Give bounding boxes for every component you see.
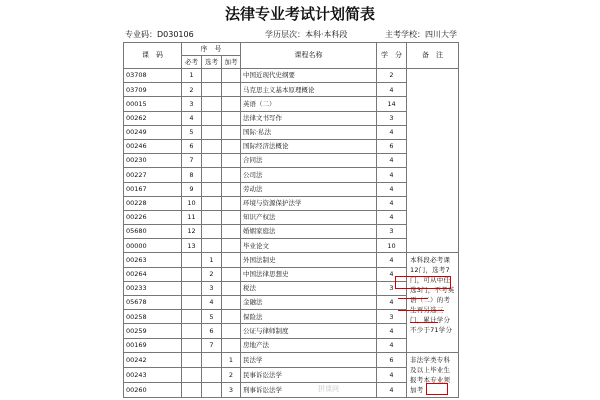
elective-seq bbox=[202, 352, 222, 367]
course-code: 05678 bbox=[124, 296, 182, 310]
course-credit: 4 bbox=[377, 168, 407, 182]
course-code: 00242 bbox=[124, 352, 182, 367]
course-credit: 4 bbox=[377, 338, 407, 352]
course-name: 房地产法 bbox=[241, 338, 377, 352]
additional-seq bbox=[222, 267, 241, 281]
examining-school: 主考学校：四川大学 bbox=[385, 30, 457, 39]
additional-seq bbox=[222, 338, 241, 352]
course-name: 中国近现代史纲要 bbox=[241, 69, 377, 83]
required-seq bbox=[182, 253, 202, 267]
course-credit: 6 bbox=[377, 139, 407, 153]
required-seq bbox=[182, 267, 202, 281]
course-code: 03708 bbox=[124, 69, 182, 83]
elective-seq: 6 bbox=[202, 324, 222, 338]
note-elective-rules: 本科段必考课12门，选考7门，可从中任选3门，不考英语（二）的考生再另选三门，累计学分不少于71学分 bbox=[407, 253, 459, 352]
watermark-text: 拼课网 bbox=[318, 385, 339, 393]
required-seq bbox=[182, 310, 202, 324]
course-credit: 4 bbox=[377, 154, 407, 168]
additional-seq bbox=[222, 83, 241, 97]
course-code: 00259 bbox=[124, 324, 182, 338]
header-row-1 bbox=[124, 43, 459, 56]
elective-seq bbox=[202, 382, 222, 397]
additional-seq bbox=[222, 168, 241, 182]
course-credit: 4 bbox=[377, 367, 407, 382]
additional-seq bbox=[222, 296, 241, 310]
required-seq: 8 bbox=[182, 168, 202, 182]
course-code: 00264 bbox=[124, 267, 182, 281]
course-credit: 4 bbox=[377, 382, 407, 397]
elective-seq bbox=[202, 239, 222, 253]
elective-seq: 2 bbox=[202, 267, 222, 281]
additional-seq bbox=[222, 182, 241, 196]
course-name: 公司法 bbox=[241, 168, 377, 182]
highlight-underline bbox=[398, 310, 444, 311]
required-seq: 2 bbox=[182, 83, 202, 97]
required-seq: 3 bbox=[182, 97, 202, 111]
course-name: 金融法 bbox=[241, 296, 377, 310]
course-credit: 4 bbox=[377, 253, 407, 267]
required-seq bbox=[182, 367, 202, 382]
elective-seq bbox=[202, 97, 222, 111]
course-name: 民事诉讼法学 bbox=[241, 367, 377, 382]
required-seq: 7 bbox=[182, 154, 202, 168]
required-seq bbox=[182, 296, 202, 310]
course-code: 00258 bbox=[124, 310, 182, 324]
elective-seq bbox=[202, 367, 222, 382]
additional-seq: 1 bbox=[222, 352, 241, 367]
course-code: 00226 bbox=[124, 210, 182, 224]
elective-seq: 4 bbox=[202, 296, 222, 310]
header-course-name: 课程名称 bbox=[241, 43, 377, 69]
highlight-box bbox=[395, 276, 451, 289]
course-name: 刑事诉讼法学 bbox=[241, 382, 377, 397]
course-credit: 3 bbox=[377, 281, 407, 295]
table-row bbox=[124, 253, 459, 267]
elective-seq bbox=[202, 125, 222, 139]
course-credit: 2 bbox=[377, 69, 407, 83]
course-credit: 14 bbox=[377, 97, 407, 111]
course-name: 马克思主义基本原理概论 bbox=[241, 83, 377, 97]
course-name: 民法学 bbox=[241, 352, 377, 367]
course-name: 合同法 bbox=[241, 154, 377, 168]
required-seq bbox=[182, 352, 202, 367]
course-credit: 3 bbox=[377, 310, 407, 324]
course-credit: 4 bbox=[377, 125, 407, 139]
elective-seq bbox=[202, 182, 222, 196]
elective-seq bbox=[202, 69, 222, 83]
elective-seq: 5 bbox=[202, 310, 222, 324]
elective-seq bbox=[202, 111, 222, 125]
course-name: 婚姻家庭法 bbox=[241, 225, 377, 239]
course-code: 00249 bbox=[124, 125, 182, 139]
note-additional-rules: 非法学类专科及以上毕业生报考本专业须加考 bbox=[407, 352, 459, 397]
required-seq: 5 bbox=[182, 125, 202, 139]
elective-seq bbox=[202, 225, 222, 239]
exam-plan-table bbox=[123, 42, 459, 398]
course-name: 公证与律师制度 bbox=[241, 324, 377, 338]
header-seq: 序 号 bbox=[182, 43, 241, 56]
elective-seq: 1 bbox=[202, 253, 222, 267]
additional-seq bbox=[222, 154, 241, 168]
course-name: 外国法制史 bbox=[241, 253, 377, 267]
required-seq bbox=[182, 382, 202, 397]
additional-seq bbox=[222, 253, 241, 267]
course-code: 03709 bbox=[124, 83, 182, 97]
additional-seq bbox=[222, 69, 241, 83]
course-code: 00246 bbox=[124, 139, 182, 153]
course-credit: 10 bbox=[377, 239, 407, 253]
table-row bbox=[124, 69, 459, 83]
course-credit: 4 bbox=[377, 324, 407, 338]
course-credit: 4 bbox=[377, 267, 407, 281]
education-level: 学历层次：本科·本科段 bbox=[265, 30, 348, 39]
additional-seq bbox=[222, 125, 241, 139]
required-seq: 9 bbox=[182, 182, 202, 196]
header-credit: 学 分 bbox=[377, 43, 407, 69]
course-code: 00262 bbox=[124, 111, 182, 125]
additional-seq bbox=[222, 324, 241, 338]
required-seq: 11 bbox=[182, 210, 202, 224]
required-seq: 10 bbox=[182, 196, 202, 210]
course-code: 00000 bbox=[124, 239, 182, 253]
course-name: 劳动法 bbox=[241, 182, 377, 196]
elective-seq: 3 bbox=[202, 281, 222, 295]
course-code: 00230 bbox=[124, 154, 182, 168]
required-seq: 4 bbox=[182, 111, 202, 125]
course-name: 法律文书写作 bbox=[241, 111, 377, 125]
major-code: 专业码：D030106 bbox=[125, 30, 194, 39]
course-credit: 3 bbox=[377, 111, 407, 125]
elective-seq bbox=[202, 210, 222, 224]
highlight-underline bbox=[398, 298, 428, 299]
course-code: 00169 bbox=[124, 338, 182, 352]
additional-seq: 2 bbox=[222, 367, 241, 382]
highlight-box bbox=[426, 383, 448, 395]
course-name: 知识产权法 bbox=[241, 210, 377, 224]
note-empty bbox=[407, 69, 459, 253]
page-title: 法律专业考试计划简表 bbox=[224, 5, 375, 23]
course-credit: 4 bbox=[377, 196, 407, 210]
elective-seq bbox=[202, 168, 222, 182]
course-name: 毕业论文 bbox=[241, 239, 377, 253]
additional-seq: 3 bbox=[222, 382, 241, 397]
course-credit: 4 bbox=[377, 210, 407, 224]
course-name: 国际·私法 bbox=[241, 125, 377, 139]
elective-seq bbox=[202, 83, 222, 97]
course-credit: 6 bbox=[377, 352, 407, 367]
table-row bbox=[124, 352, 459, 367]
course-name: 保险法 bbox=[241, 310, 377, 324]
course-credit: 4 bbox=[377, 296, 407, 310]
course-code: 00233 bbox=[124, 281, 182, 295]
header-code: 课 码 bbox=[124, 43, 182, 69]
required-seq bbox=[182, 338, 202, 352]
header-elective: 选考 bbox=[202, 56, 222, 69]
header-additional: 加考 bbox=[222, 56, 241, 69]
course-code: 00263 bbox=[124, 253, 182, 267]
course-name: 国际经济法概论 bbox=[241, 139, 377, 153]
course-name: 中国法律思想史 bbox=[241, 267, 377, 281]
course-code: 00015 bbox=[124, 97, 182, 111]
header-note: 备 注 bbox=[407, 43, 459, 69]
elective-seq bbox=[202, 154, 222, 168]
course-name: 税法 bbox=[241, 281, 377, 295]
course-credit: 4 bbox=[377, 83, 407, 97]
additional-seq bbox=[222, 225, 241, 239]
course-code: 00260 bbox=[124, 382, 182, 397]
highlight-underline bbox=[410, 322, 438, 323]
required-seq bbox=[182, 324, 202, 338]
course-code: 05680 bbox=[124, 225, 182, 239]
additional-seq bbox=[222, 210, 241, 224]
additional-seq bbox=[222, 111, 241, 125]
course-code: 00167 bbox=[124, 182, 182, 196]
elective-seq bbox=[202, 196, 222, 210]
course-name: 英语（二） bbox=[241, 97, 377, 111]
course-name: 环境与资源保护法学 bbox=[241, 196, 377, 210]
required-seq: 12 bbox=[182, 225, 202, 239]
course-code: 00228 bbox=[124, 196, 182, 210]
elective-seq bbox=[202, 139, 222, 153]
required-seq: 1 bbox=[182, 69, 202, 83]
additional-seq bbox=[222, 196, 241, 210]
course-credit: 4 bbox=[377, 182, 407, 196]
additional-seq bbox=[222, 310, 241, 324]
header-required: 必考 bbox=[182, 56, 202, 69]
additional-seq bbox=[222, 281, 241, 295]
required-seq: 13 bbox=[182, 239, 202, 253]
required-seq bbox=[182, 281, 202, 295]
course-code: 00227 bbox=[124, 168, 182, 182]
additional-seq bbox=[222, 139, 241, 153]
required-seq: 6 bbox=[182, 139, 202, 153]
additional-seq bbox=[222, 239, 241, 253]
elective-seq: 7 bbox=[202, 338, 222, 352]
additional-seq bbox=[222, 97, 241, 111]
course-credit: 3 bbox=[377, 225, 407, 239]
course-code: 00243 bbox=[124, 367, 182, 382]
